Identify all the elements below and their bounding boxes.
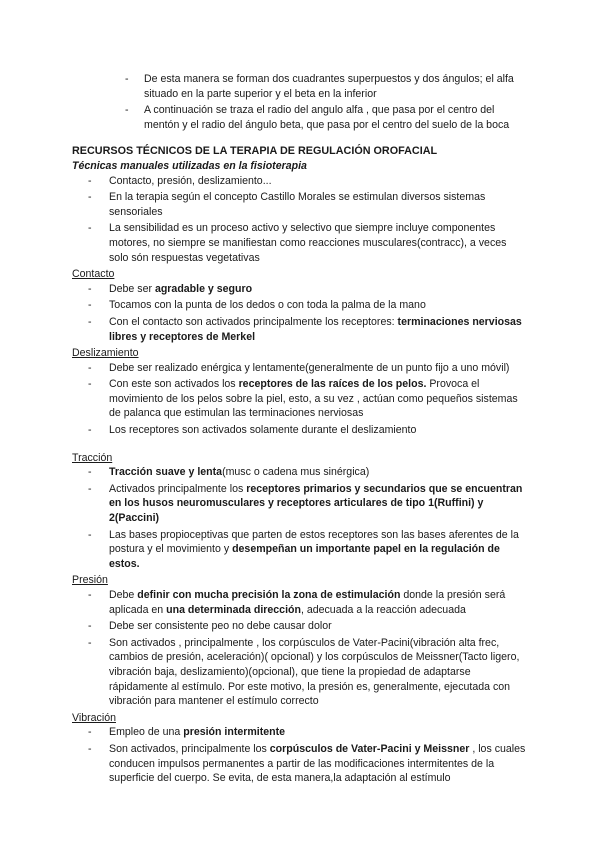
text-run: Con el contacto son activados principalmente los receptores: [109,315,398,328]
deslizamiento-list [72,361,527,438]
text-run: donde la presión será aplicada en [109,589,506,616]
text-run: Debe ser consistente peo no debe causar dolor [109,620,332,633]
list-item [72,528,527,572]
list-item [72,190,527,219]
text-run: Con este son activados los [109,378,239,391]
section-title: RECURSOS TÉCNICOS DE LA TERAPIA DE REGULACIÓN OROFACIAL [72,145,438,158]
heading-presion: Presión [72,574,108,587]
text-run: Los receptores son activados solamente durante el deslizamiento [109,424,417,437]
bold-run: corpúsculos de Vater-Pacini y Meissner [269,742,470,755]
list-item [72,72,527,101]
list-item-text: A continuación se traza el radio del angulo alfa , que pasa por el centro del mentón y el radio del ángulo beta, que pasa por el centro del suelo de la boca [144,104,510,131]
list-item-text: La sensibilidad es un proceso activo y selectivo que siempre incluye componentes motores, no siempre se manifiestan como reacciones musculares(contracc), a veces solo són respuestas vegetativas [109,222,507,264]
document-content [72,72,527,788]
text-run: Son activados , principalmente , los corpúsculos de Vater-Pacini(vibración alta frec, cambios de presión, aceleración)( opcional) y los corpúsculos de Meissner(Tacto ligero, vibración baja, deslizamiento)(opcional), que tiene la propiedad de adaptarse rápidamente al estímulo. Por este motivo, la presión es, generalmente, ejecutada con vibración para mantener el estímulo correcto [109,636,520,708]
text-run: Tocamos con la punta de los dedos o con toda la palma de la mano [109,299,426,312]
bold-run: agradable y seguro [154,282,253,295]
list-item [72,588,527,617]
list-item [72,282,527,297]
bold-run: presión intermitente [183,726,286,739]
bold-run: Tracción suave y lenta [109,466,223,479]
text-run: (musc o cadena mus sinérgica) [222,466,370,479]
text-run: Debe ser realizado enérgica y lentamente(generalmente de un punto fijo a uno móvil) [109,361,510,374]
heading-vibracion: Vibración [72,711,116,724]
list-item [72,361,527,376]
list-item [72,377,527,421]
text-run: Son activados, principalmente los [109,742,270,755]
list-item [72,221,527,265]
intro-list [72,72,527,132]
heading-contacto: Contacto [72,268,115,281]
list-item [72,725,527,740]
list-item [72,619,527,634]
text-run: , los cuales conducen impulsos permanentes a partir de las modificaciones intermitentes de la superficie del cuerpo. Se evita, de esta manera,la adaptación al estímulo [109,742,526,785]
text-run: Provoca el movimiento de los pelos sobre la piel, esto, a su vez , actúan como pequeños sistemas de palanca que estimulan las terminaciones nerviosas [109,378,518,420]
list-item-text: Contacto, presión, deslizamiento... [109,174,272,187]
text-run: Activados principalmente los [109,482,247,495]
list-item [72,482,527,526]
general-list [72,174,527,266]
section-subtitle: Técnicas manuales utilizadas en la fisioterapia [72,159,307,172]
text-run: Empleo de una [109,726,184,739]
text-run: , adecuada a la reacción adecuada [300,603,466,616]
text-run: Las bases propioceptivas que parten de estos receptores son las bases aferentes de la postura y el movimiento y [109,528,519,556]
bold-run: terminaciones nerviosas libres y receptores de Merkel [109,315,522,343]
list-item [72,174,527,189]
list-item [72,742,527,786]
list-item [72,103,527,132]
bold-run: una determinada dirección [166,603,301,616]
list-item-text: En la terapia según el concepto Castillo Morales se estimulan diversos sistemas sensoriales [109,191,486,218]
text-run: Debe [109,589,138,601]
contacto-list [72,282,527,344]
heading-traccion: Tracción [72,451,113,464]
bold-run: receptores primarios y secundarios que se encuentran en los husos neuromusculares y receptores articulares de tipo 1(Ruffini) y 2(Paccini) [109,482,523,525]
heading-deslizamiento: Deslizamiento [72,347,139,360]
bold-run: definir con mucha precisión la zona de estimulación [137,589,401,601]
list-item [72,465,527,480]
list-item [72,298,527,313]
list-item-text: De esta manera se forman dos cuadrantes superpuestos y dos ángulos; el alfa situado en la parte superior y el beta en la inferior [144,73,514,100]
list-item [72,315,527,344]
bold-run: desempeñan un importante papel en la regulación de estos. [109,543,500,570]
presion-list [72,588,527,709]
text-run: Debe ser [109,282,155,295]
vibracion-list [72,725,527,785]
list-item [72,636,527,709]
traccion-list [72,465,527,571]
list-item [72,423,527,438]
bold-run: receptores de las raíces de los pelos. [238,378,427,391]
